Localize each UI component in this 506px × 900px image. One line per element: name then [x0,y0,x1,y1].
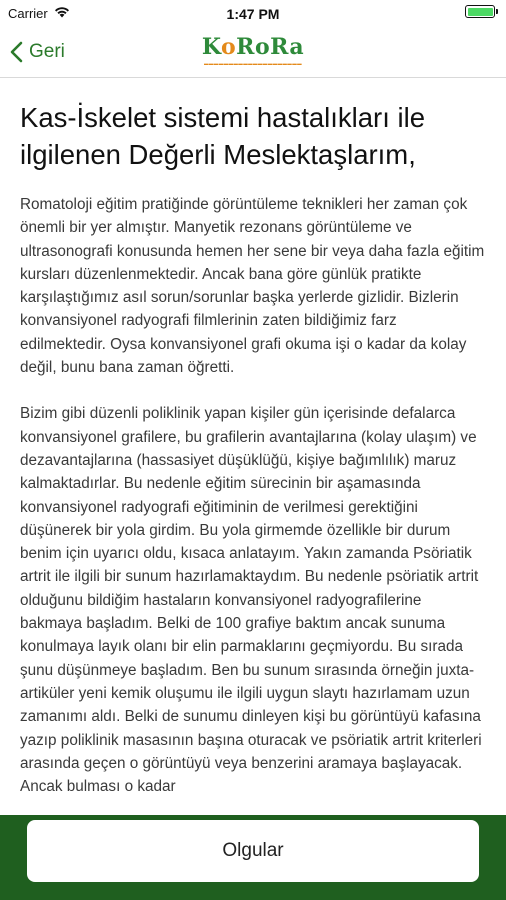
status-time: 1:47 PM [226,6,280,22]
article-paragraph: Romatoloji eğitim pratiğinde görüntüleme teknikleri her zaman çok önemli bir yer almıştır. Manyetik rezonans görüntüleme ve ultrasonografi konusunda hemen her sene bir veya daha fazla eğitim kursları düzenlenmektedir. Ancak bana göre günlük pratikte karşılaştığımız asıl sorun/sorunlar başka yerlerde gizlidir. Bizlerin konvansiyonel radyografi filmlerinin zaten bildiğimiz farz edilmektedir. Oysa konvansiyonel grafi okuma işi o kadar da kolay değil, bunu bana zaman öğretti. [20,196,485,377]
navigation-bar [0,28,506,78]
article-paragraph: Bizim gibi düzenli poliklinik yapan kişiler gün içerisinde defalarca konvansiyonel grafilere, bu grafilerin avantajlarına (kolay ulaşım) ve dezavantajlarına (hassasiyet düşüklüğü, kişiye bağımlılık) maruz kalmaktadırlar. Bu nedenle eğitim sürecinin bir aşamasında konvansiyonel radyografi eğitiminin de verilmesi gerektiğini düşünerek bir yola girdim. Bu yola girmemde özellikle bir durum benim için uyarıcı oldu, kısaca anlatayım. Yakın zamanda Psöriatik artrit ile ilgili bir sunum hazırlamaktaydım. Bu nedenle psöriatik artrit olduğunu bildiğim hastaların konvansiyonel radyografilerine bakmaya başladım. Belki de 100 grafiye baktım ancak sunuma konulmaya layık olanı bir elin parmaklarını geçmiyordu. Bu sırada şunu düşünmeye başladım. Ben bu sunum sırasında örneğin juxta-artiküler yeni kemik oluşumu ile ilgili uygun slaytı hazırlamam uzun zamanımı aldı. Belki de sunumu dinleyen kişi bu görüntüyü kafasına yazıp poliklinik masasının başına oturacak ve psöriatik artrit kriterleri arasında geçen o görüntüyü veya benzerini aramaya başlayacak. Ancak bulması o kadar [20,405,482,796]
korora-logo [202,34,304,66]
battery-icon [465,5,495,18]
battery-tip [496,9,498,14]
battery-fill [468,8,493,16]
back-button[interactable] [10,36,65,68]
back-label: Geri [29,41,65,62]
cases-button[interactable]: Olgular [27,820,479,882]
carrier-label: Carrier [8,6,48,21]
article-content[interactable] [0,79,506,819]
page-title: Kas-İskelet sistemi hastalıkları ile ilgilenen Değerli Meslektaşlarım, [20,102,425,170]
bottom-bar [0,815,506,900]
logo-wordmark: KoRoRa [201,34,305,60]
status-bar [0,0,506,28]
status-right [465,5,498,18]
logo-tagline-mark: ▬▬▬▬▬▬▬▬▬▬▬▬▬▬▬▬▬▬▬▬ [204,61,302,66]
chevron-left-icon [10,41,23,63]
